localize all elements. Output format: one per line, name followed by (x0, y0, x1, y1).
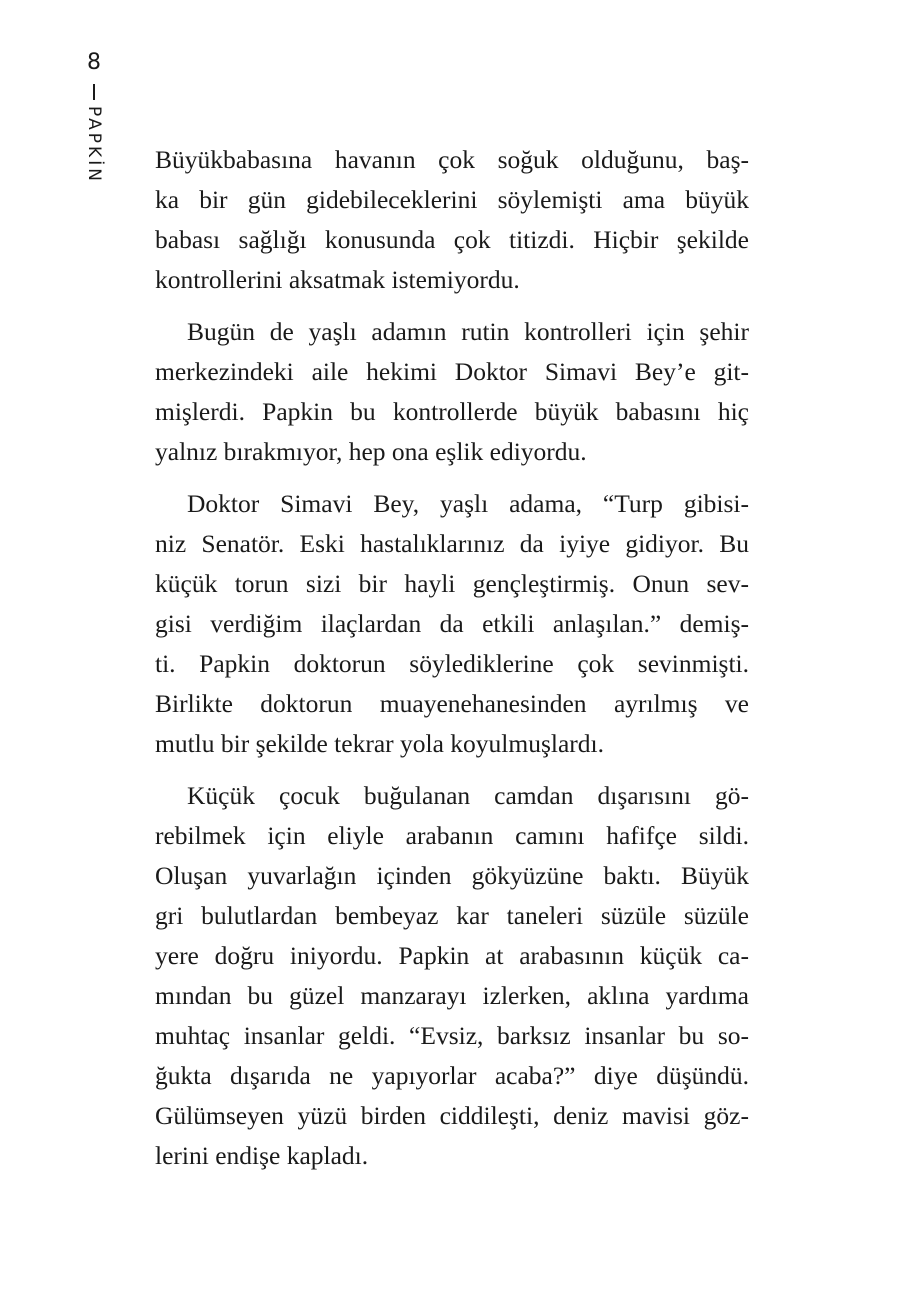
text-line: yere doğru iniyordu. Papkin at arabasının küçük ca- (155, 941, 749, 970)
header-divider (93, 84, 95, 100)
text-line: Büyükbabasına havanın çok soğuk olduğunu, baş- (155, 145, 749, 174)
paragraph-3 (155, 484, 749, 764)
text-line: merkezindeki aile hekimi Doktor Simavi Bey’e git- (155, 357, 749, 386)
text-line: Doktor Simavi Bey, yaşlı adama, “Turp gibisi- (187, 489, 749, 518)
text-line: kontrollerini aksatmak istemiyordu. (155, 265, 520, 294)
text-line: rebilmek için eliyle arabanın camını hafifçe sildi. (155, 821, 749, 850)
text-line: yalnız bırakmıyor, hep ona eşlik ediyordu. (155, 437, 587, 466)
text-line: Gülümseyen yüzü birden ciddileşti, deniz mavisi göz- (155, 1101, 749, 1130)
text-line: babası sağlığı konusunda çok titizdi. Hiçbir şekilde (155, 225, 749, 254)
text-line: ti. Papkin doktorun söylediklerine çok sevinmişti. (155, 649, 749, 678)
text-line: lerini endişe kapladı. (155, 1141, 369, 1170)
text-line: ğukta dışarıda ne yapıyorlar acaba?” diye düşündü. (155, 1061, 749, 1090)
text-line: gri bulutlardan bembeyaz kar taneleri süzüle süzüle (155, 901, 749, 930)
running-head (64, 50, 116, 190)
body-text (155, 140, 749, 1188)
text-line: Oluşan yuvarlağın içinden gökyüzüne baktı. Büyük (155, 861, 749, 890)
text-line: gisi verdiğim ilaçlardan da etkili anlaşılan.” demiş- (155, 609, 749, 638)
text-line: küçük torun sizi bir hayli gençleştirmiş. Onun sev- (155, 569, 749, 598)
text-line: mutlu bir şekilde tekrar yola koyulmuşlardı. (155, 729, 604, 758)
text-line: Bugün de yaşlı adamın rutin kontrolleri için şehir (187, 317, 749, 346)
paragraph-4 (155, 776, 749, 1176)
page-number: 8 (87, 50, 101, 75)
paragraph-1 (155, 140, 749, 300)
paragraph-2 (155, 312, 749, 472)
text-line: Birlikte doktorun muayenehanesinden ayrılmış ve (155, 689, 749, 718)
text-line: mişlerdi. Papkin bu kontrollerde büyük babasını hiç (155, 397, 749, 426)
text-line: muhtaç insanlar geldi. “Evsiz, barksız insanlar bu so- (155, 1021, 749, 1050)
text-line: niz Senatör. Eski hastalıklarınız da iyiye gidiyor. Bu (155, 529, 749, 558)
text-line: ka bir gün gidebileceklerini söylemişti ama büyük (155, 185, 749, 214)
book-title: PAPKİN (84, 106, 104, 184)
text-line: mından bu güzel manzarayı izlerken, aklına yardıma (155, 981, 749, 1010)
text-line: Küçük çocuk buğulanan camdan dışarısını gö- (187, 781, 749, 810)
